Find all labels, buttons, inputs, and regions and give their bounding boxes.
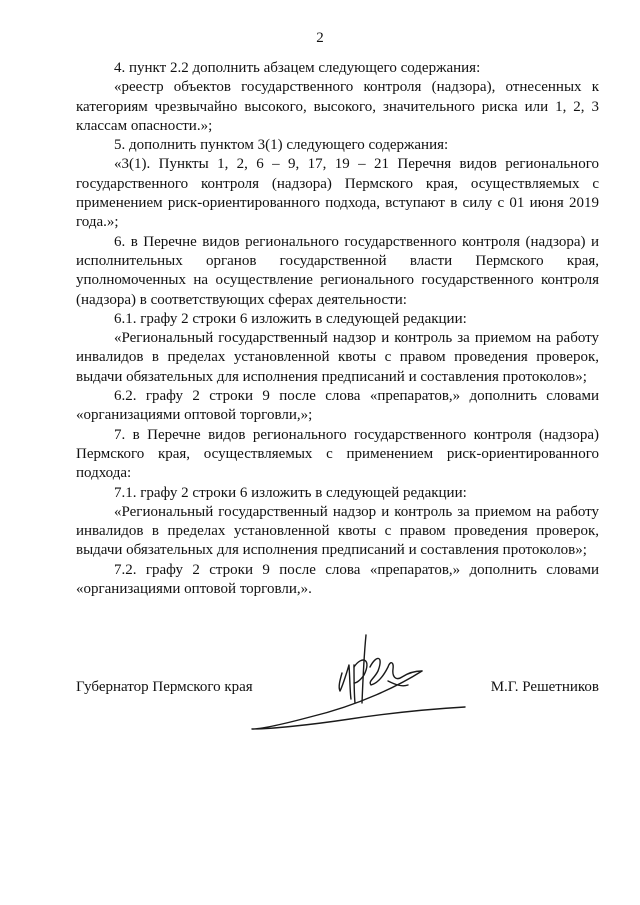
paragraph-item-4: 4. пункт 2.2 дополнить абзацем следующего содержания:: [114, 60, 481, 76]
paragraph-item-6: 6. в Перечне видов регионального государственного контроля (надзора) и исполнительных органов государственной власти Пермского края, уполномоченных на осуществление регионального государственного контроля (надзора) в соответствующих сферах деятельности:: [76, 233, 599, 308]
paragraph-item-7-2: 7.2. графу 2 строки 9 после слова «препаратов,» дополнить словами «организациями оптовой торговли,».: [76, 561, 599, 598]
page-number: 2: [316, 30, 324, 46]
handwritten-signature: [250, 625, 480, 735]
paragraph-quote-6-1: «Региональный государственный надзор и контроль за приемом на работу инвалидов в пределах установленной квоты с правом проведения проверок, выдачи обязательных для исполнения предписаний и составления протоколов»;: [76, 330, 599, 385]
paragraph-item-6-1: 6.1. графу 2 строки 6 изложить в следующей редакции:: [114, 310, 467, 327]
paragraph-quote-registry: «реестр объектов государственного контроля (надзора), отнесенных к категориям чрезвычайно высокого, высокого, значительного риска или 1, 2, 3 классам опасности.»;: [76, 79, 599, 134]
paragraph-quote-3-1: «3(1). Пункты 1, 2, 6 – 9, 17, 19 – 21 Перечня видов регионального государственного контроля (надзора) Пермского края, осуществляемых с применением риск-ориентированного подхода, вступают в силу с 01 июня 2019 года.»;: [76, 156, 599, 231]
paragraph-quote-7-1: «Региональный государственный надзор и контроль за приемом на работу инвалидов в пределах установленной квоты с правом проведения проверок, выдачи обязательных для исполнения предписаний и составления протоколов»;: [76, 503, 599, 559]
document-body: [76, 59, 599, 599]
paragraph-item-7-1: 7.1. графу 2 строки 6 изложить в следующей редакции:: [114, 484, 467, 501]
signer-position: Губернатор Пермского края: [76, 679, 253, 695]
paragraph-item-5: 5. дополнить пунктом 3(1) следующего содержания:: [114, 137, 449, 154]
paragraph-item-7: 7. в Перечне видов регионального государственного контроля (надзора) Пермского края, осуществляемых с применением риск-ориентированного подхода:: [76, 426, 599, 482]
paragraph-item-6-2: 6.2. графу 2 строки 9 после слова «препаратов,» дополнить словами «организациями оптовой торговли,»;: [76, 388, 599, 424]
signer-name: М.Г. Решетников: [490, 679, 599, 695]
